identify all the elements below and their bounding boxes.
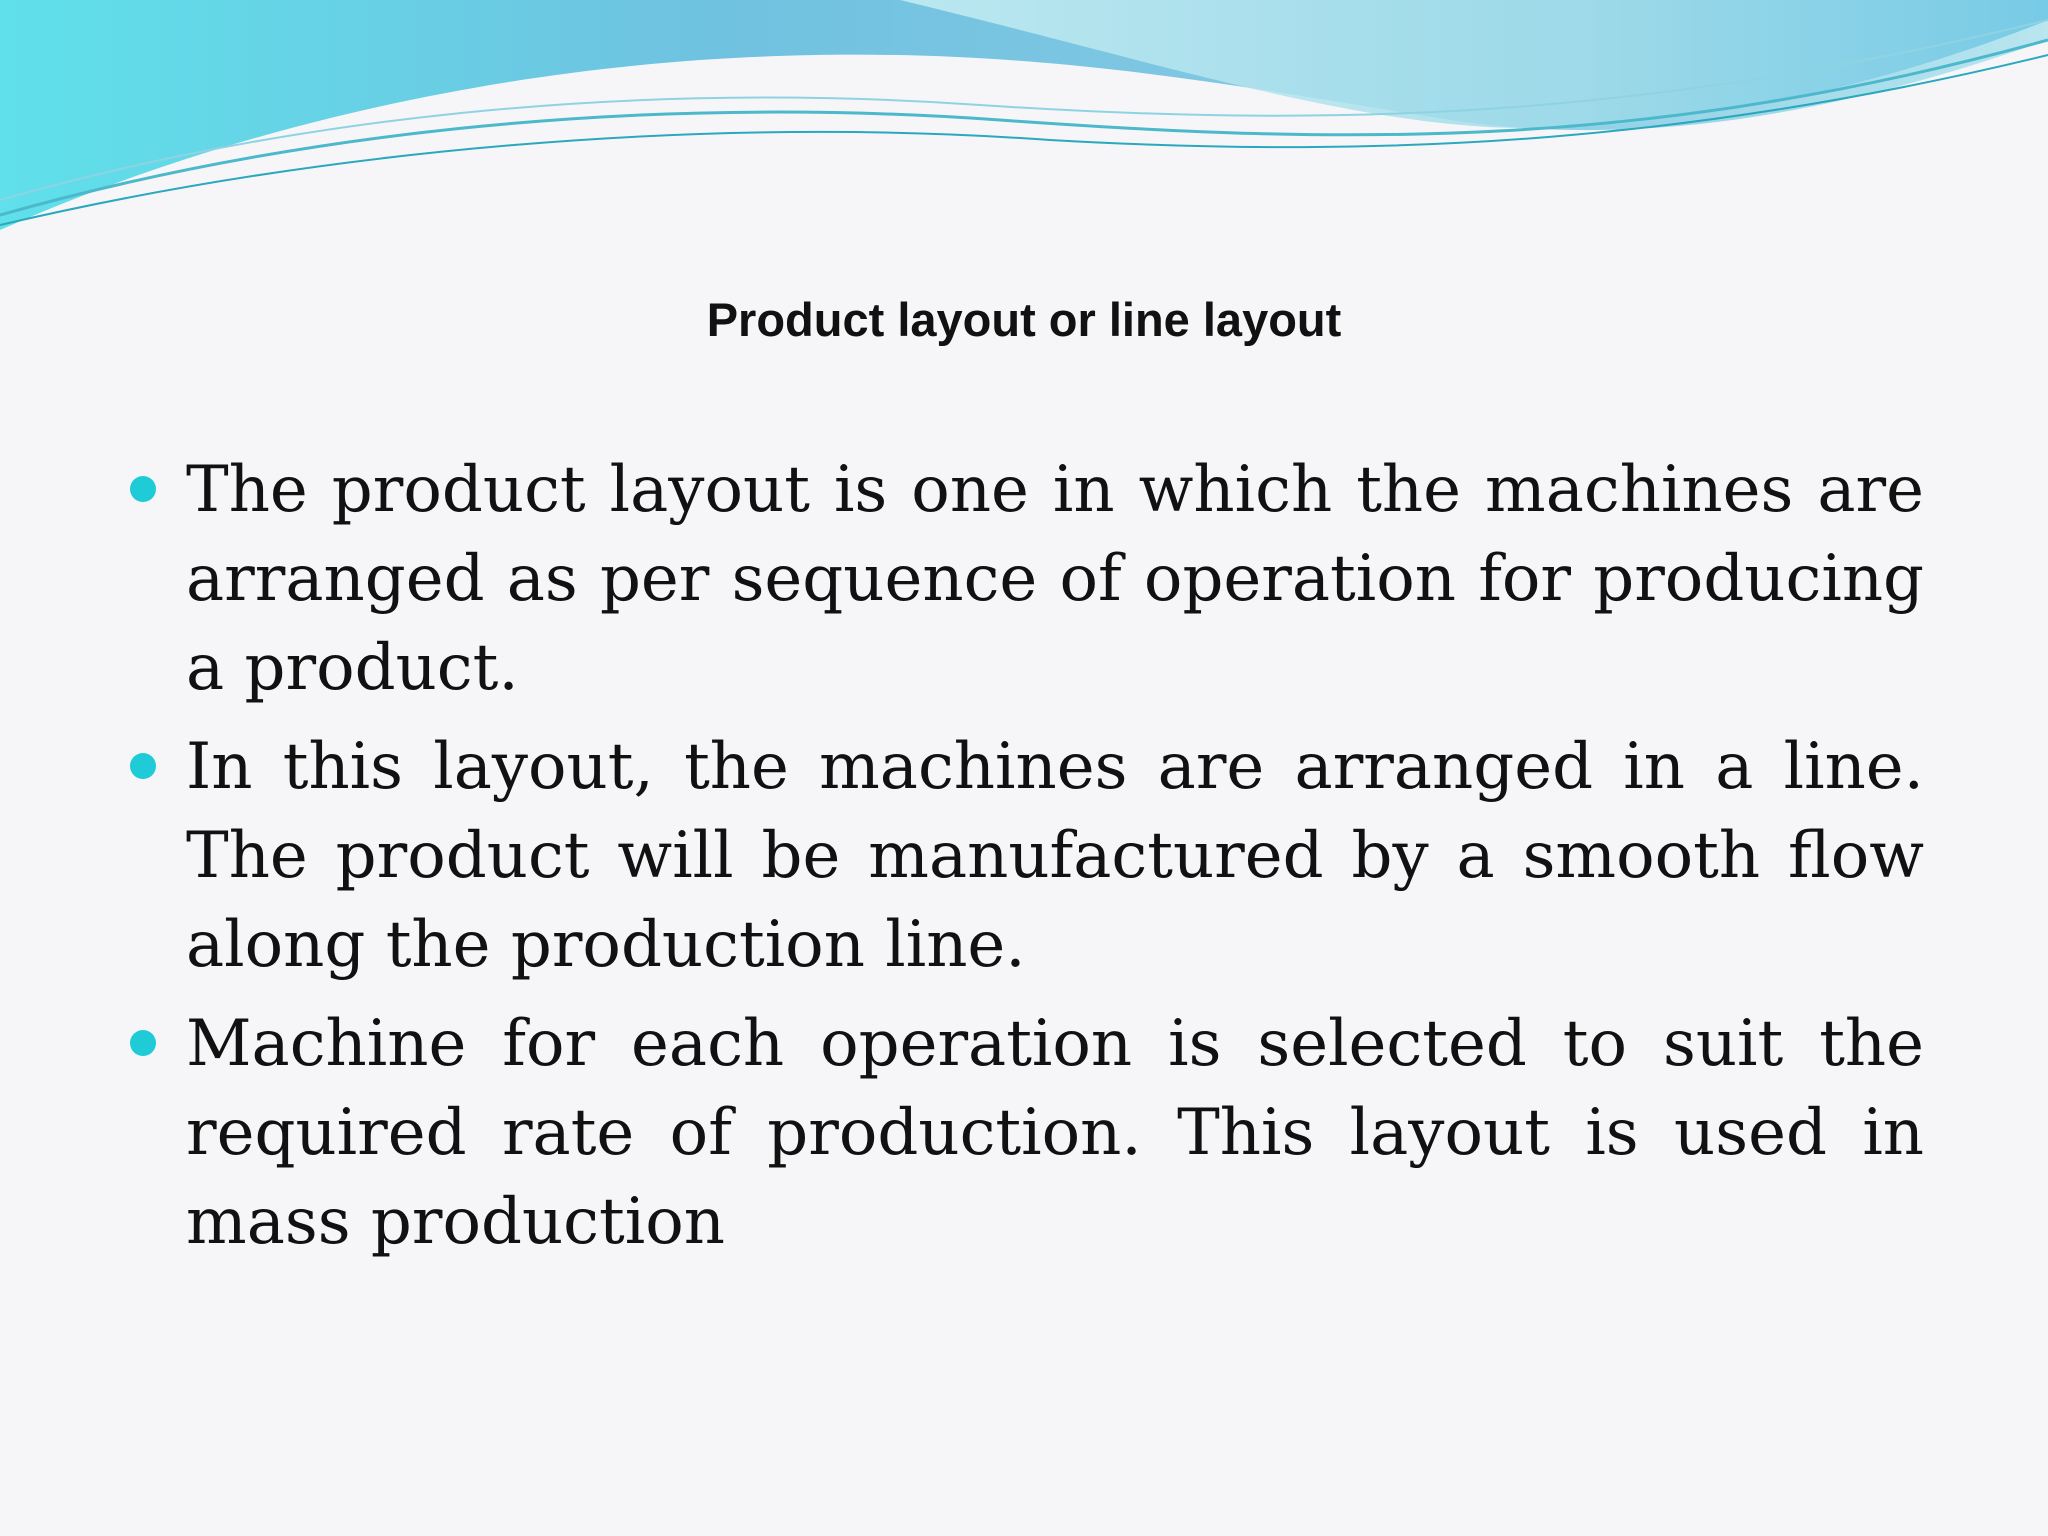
- bullet-text: In this layout, the machines are arranged in a line. The product will be manufactured by a smooth flow along the production line.: [186, 730, 1924, 982]
- bullet-item: [186, 1000, 1924, 1267]
- bullet-icon: [130, 1030, 156, 1056]
- bullet-icon: [130, 753, 156, 779]
- slide-title: Product layout or line layout: [706, 293, 1342, 346]
- bullet-text: Machine for each operation is selected to suit the required rate of production. This layout is used in mass production: [186, 1007, 1924, 1259]
- bullet-item: [186, 723, 1924, 990]
- bullet-text: The product layout is one in which the machines are arranged as per sequence of operation for producing a product.: [186, 453, 1924, 705]
- bullet-list: [186, 446, 1924, 1277]
- bullet-icon: [130, 476, 156, 502]
- bullet-item: [186, 446, 1924, 713]
- decorative-wave-header: [0, 0, 2048, 240]
